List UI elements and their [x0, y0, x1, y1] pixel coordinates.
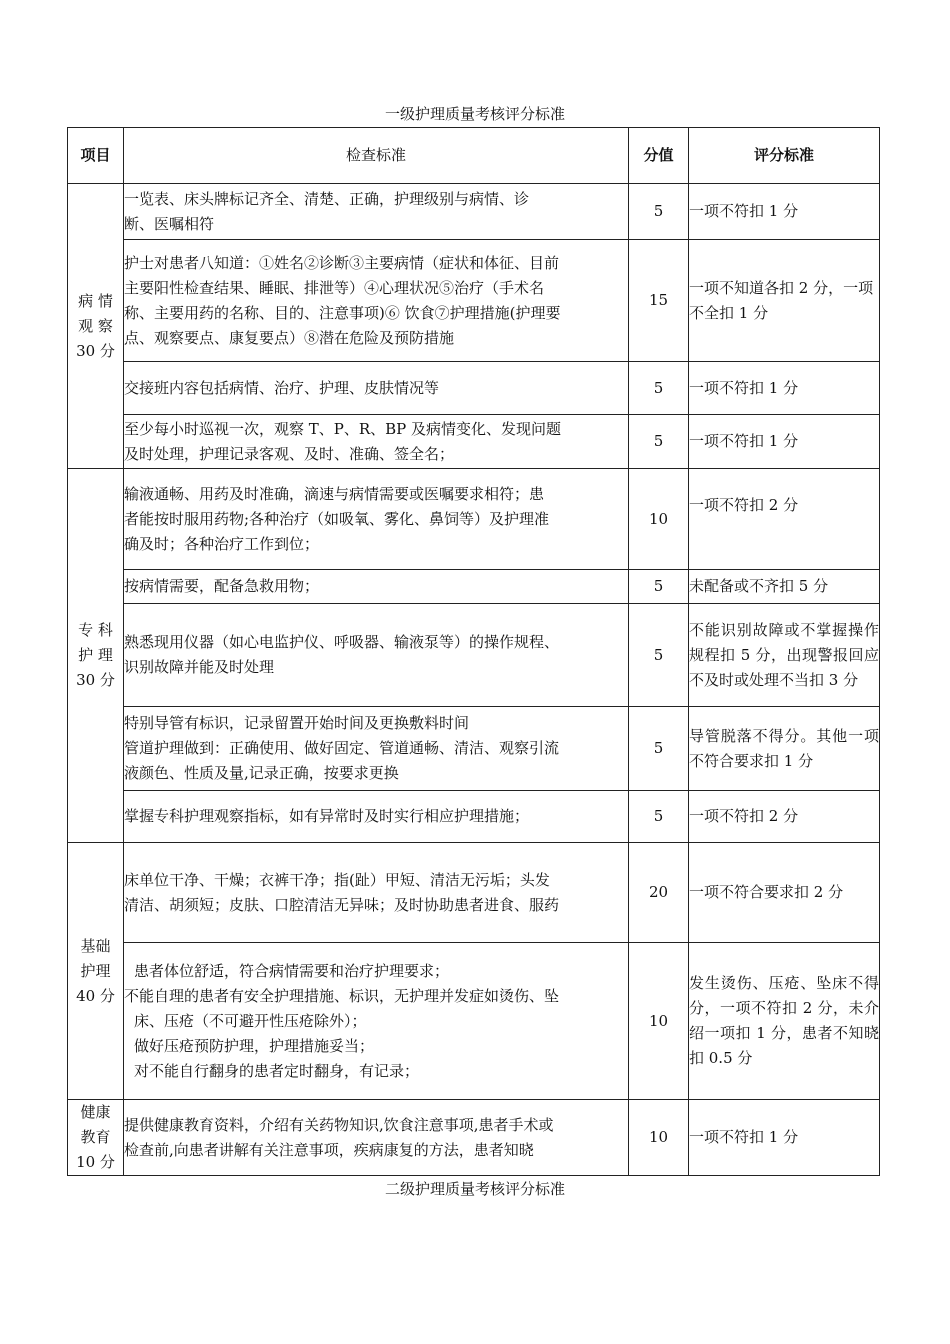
header-rule: 评分标准	[689, 128, 880, 184]
rule-cell: 导管脱落不得分。其他一项不符合要求扣 1 分	[689, 707, 880, 791]
header-score: 分值	[629, 128, 689, 184]
rule-cell: 一项不符扣 1 分	[689, 362, 880, 415]
standard-cell: 提供健康教育资料，介绍有关药物知识,饮食注意事项,患者手术或 检查前,向患者讲解有关注意事项，疾病康复的方法，患者知晓	[124, 1100, 629, 1176]
rule-cell: 一项不符扣 2 分	[689, 791, 880, 843]
score-cell: 5	[629, 184, 689, 240]
score-cell: 10	[629, 943, 689, 1100]
rule-cell: 未配备或不齐扣 5 分	[689, 570, 880, 604]
table-row	[68, 843, 880, 943]
score-cell: 20	[629, 843, 689, 943]
score-cell: 10	[629, 1100, 689, 1176]
rule-cell: 一项不符扣 1 分	[689, 415, 880, 469]
table-row	[68, 240, 880, 362]
score-cell: 5	[629, 570, 689, 604]
standard-cell: 至少每小时巡视一次，观察 T、P、R、BP 及病情变化、发现问题 及时处理，护理记录客观、及时、准确、签全名；	[124, 415, 629, 469]
table-row	[68, 1100, 880, 1176]
table-row	[68, 184, 880, 240]
score-cell: 5	[629, 415, 689, 469]
standard-cell: 护士对患者八知道：①姓名②诊断③主要病情（症状和体征、目前 主要阳性检查结果、睡眠、排泄等）④心理状况⑤治疗（手术名 称、主要用药的名称、目的、注意事项)⑥ 饮食⑦护理措施(护理要 点、观察要点、康复要点）⑧潜在危险及预防措施	[124, 240, 629, 362]
standard-cell: 交接班内容包括病情、治疗、护理、皮肤情况等	[124, 362, 629, 415]
standard-cell: 特别导管有标识，记录留置开始时间及更换敷料时间 管道护理做到：正确使用、做好固定、管道通畅、清洁、观察引流 液颜色、性质及量,记录正确，按要求更换	[124, 707, 629, 791]
table-row	[68, 604, 880, 707]
score-cell: 5	[629, 604, 689, 707]
rule-cell: 一项不符扣 1 分	[689, 184, 880, 240]
table-row	[68, 415, 880, 469]
table-header-row	[68, 128, 880, 184]
table-row	[68, 362, 880, 415]
rule-cell: 一项不符扣 2 分	[689, 469, 880, 570]
category-cell: 健康 教育 10 分	[68, 1100, 124, 1176]
table-row	[68, 469, 880, 570]
score-cell: 5	[629, 707, 689, 791]
table-row	[68, 943, 880, 1100]
rule-cell: 一项不知道各扣 2 分，一项不全扣 1 分	[689, 240, 880, 362]
header-item: 项目	[68, 128, 124, 184]
standard-cell: 输液通畅、用药及时准确，滴速与病情需要或医嘱要求相符；患 者能按时服用药物;各种治疗（如吸氧、雾化、鼻饲等）及护理准 确及时；各种治疗工作到位；	[124, 469, 629, 570]
category-cell: 专 科 护 理 30 分	[68, 469, 124, 843]
category-cell: 基础 护理 40 分	[68, 843, 124, 1100]
standard-cell: 按病情需要，配备急救用物；	[124, 570, 629, 604]
table-row	[68, 707, 880, 791]
rule-cell: 发生烫伤、压疮、坠床不得分，一项不符扣 2 分，未介绍一项扣 1 分，患者不知晓扣 0.5 分	[689, 943, 880, 1100]
rule-cell: 一项不符扣 1 分	[689, 1100, 880, 1176]
standard-cell: 床单位干净、干燥；衣裤干净；指(趾）甲短、清洁无污垢；头发 清洁、胡须短；皮肤、口腔清洁无异味；及时协助患者进食、服药	[124, 843, 629, 943]
standard-cell: 掌握专科护理观察指标，如有异常时及时实行相应护理措施；	[124, 791, 629, 843]
score-cell: 5	[629, 791, 689, 843]
table-row	[68, 791, 880, 843]
scoring-table	[67, 127, 880, 1176]
rule-cell: 一项不符合要求扣 2 分	[689, 843, 880, 943]
document-title: 一级护理质量考核评分标准	[384, 105, 565, 123]
score-cell: 10	[629, 469, 689, 570]
score-cell: 15	[629, 240, 689, 362]
table-row	[68, 570, 880, 604]
standard-cell: 一览表、床头牌标记齐全、清楚、正确，护理级别与病情、诊 断、医嘱相符	[124, 184, 629, 240]
category-cell: 病 情 观 察 30 分	[68, 184, 124, 469]
header-standard: 检查标准	[124, 128, 629, 184]
next-document-title: 二级护理质量考核评分标准	[384, 1180, 565, 1198]
rule-cell: 不能识别故障或不掌握操作规程扣 5 分，出现警报回应不及时或处理不当扣 3 分	[689, 604, 880, 707]
score-cell: 5	[629, 362, 689, 415]
standard-cell: 患者体位舒适，符合病情需要和治疗护理要求； 不能自理的患者有安全护理措施、标识，无护理并发症如烫伤、坠 床、压疮（不可避开性压疮除外）； 做好压疮预防护理，护理措施妥当； 对不能自行翻身的患者定时翻身，有记录；	[124, 943, 629, 1100]
standard-cell: 熟悉现用仪器（如心电监护仪、呼吸器、输液泵等）的操作规程、 识别故障并能及时处理	[124, 604, 629, 707]
